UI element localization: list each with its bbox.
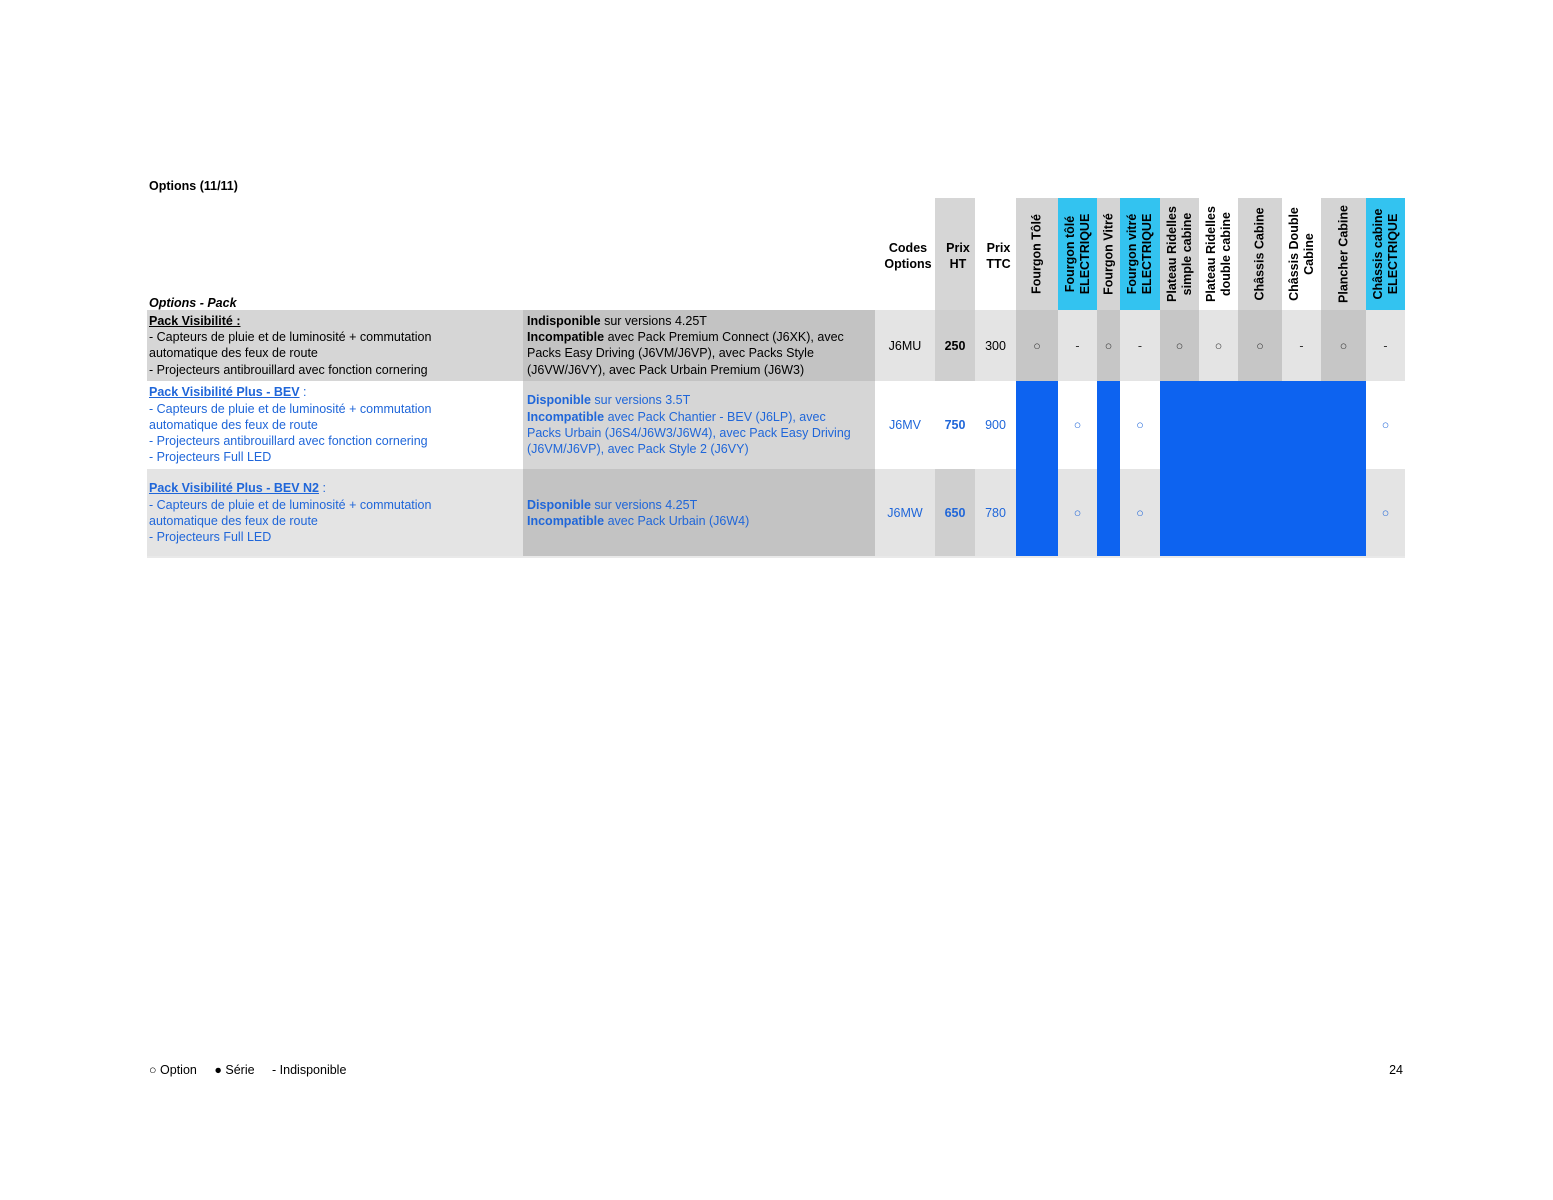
option-feature-line: automatique des feux de route [149, 513, 318, 528]
condition-text: (J6VM/J6VP), avec Pack Style 2 (J6VY) [527, 442, 749, 457]
condition-line [527, 345, 873, 361]
option-description [149, 384, 521, 465]
availability-cell: ○ [1160, 310, 1199, 381]
availability-cell: - [1366, 310, 1405, 381]
unavailable-block [1160, 381, 1366, 557]
availability-cell: ○ [1238, 310, 1282, 381]
availability-cell: - [1058, 310, 1097, 381]
availability-cell: ○ [1366, 469, 1405, 557]
section-label: Options - Pack [149, 296, 237, 310]
option-feature-line: - Projecteurs Full LED [149, 530, 272, 545]
legend-serie: ● Série [214, 1063, 255, 1077]
option-feature-line: - Capteurs de pluie et de luminosité + commutation [149, 497, 432, 512]
table-bottom-border [147, 556, 1405, 558]
option-feature-line: - Capteurs de pluie et de luminosité + commutation [149, 401, 432, 416]
option-description [149, 480, 521, 545]
availability-cell: ○ [1321, 310, 1366, 381]
vehicle-header-label: Plateau Ridelles double cabine [1203, 206, 1233, 302]
condition-line [527, 497, 873, 513]
option-feature-line: automatique des feux de route [149, 346, 318, 361]
option-feature-line: - Projecteurs antibrouillard avec fonction cornering [149, 434, 428, 449]
page-title: Options (11/11) [149, 179, 238, 193]
price-ht: 650 [944, 506, 966, 520]
vehicle-header [1282, 198, 1321, 310]
condition-line [527, 425, 873, 441]
option-feature-line: - Projecteurs antibrouillard avec fonction cornering [149, 362, 428, 377]
availability-cell: - [1120, 310, 1160, 381]
option-conditions [527, 313, 873, 378]
vehicle-header-label: Fourgon Vitré [1101, 213, 1115, 295]
condition-line [527, 513, 873, 529]
option-name-suffix: : [299, 385, 307, 400]
condition-keyword: Incompatible [527, 409, 605, 424]
availability-cell: ○ [1366, 381, 1405, 469]
price-ttc: 900 [985, 418, 1006, 432]
vehicle-header [1321, 198, 1366, 310]
condition-line [527, 329, 873, 345]
vehicle-header-label: Fourgon tôlé ELECTRIQUE [1062, 213, 1092, 295]
vehicle-header-label: Plancher Cabine [1336, 205, 1350, 303]
vehicle-header [1238, 198, 1282, 310]
option-feature-line: - Capteurs de pluie et de luminosité + commutation [149, 330, 432, 345]
condition-text: avec Pack Chantier - BEV (J6LP), avec [604, 409, 826, 424]
option-name: Pack Visibilité : [149, 313, 241, 328]
vehicle-header-label: Fourgon vitré ELECTRIQUE [1125, 213, 1154, 295]
option-conditions [527, 392, 873, 457]
availability-cell: ○ [1120, 381, 1160, 469]
condition-keyword: Incompatible [527, 330, 605, 345]
legend-indisponible: - Indisponible [272, 1063, 347, 1077]
condition-text: sur versions 4.25T [600, 313, 707, 328]
condition-line [527, 441, 873, 457]
option-name-line [149, 384, 521, 400]
unavailable-block [1016, 381, 1058, 557]
availability-cell: ○ [1199, 310, 1238, 381]
condition-keyword: Incompatible [527, 513, 605, 528]
vehicle-header-label: Châssis Cabine [1252, 207, 1267, 301]
option-code: J6MW [887, 506, 923, 520]
vehicle-header-label: Fourgon Tôlé [1029, 214, 1044, 294]
condition-text: (J6VW/J6VY), avec Pack Urbain Premium (J6W3) [527, 362, 805, 377]
option-code: J6MU [888, 338, 922, 353]
condition-line [527, 409, 873, 425]
condition-line [527, 313, 873, 329]
option-feature-line: automatique des feux de route [149, 417, 318, 432]
page-number: 24 [1389, 1063, 1403, 1077]
condition-text: Packs Easy Driving (J6VM/J6VP), avec Packs Style [527, 346, 814, 361]
vehicle-header [1160, 198, 1199, 310]
header-prix-ht: Prix HT [946, 241, 970, 271]
option-name-link[interactable]: Pack Visibilité Plus - BEV N2 [149, 481, 319, 496]
availability-cell: ○ [1016, 310, 1058, 381]
price-ttc: 300 [985, 338, 1006, 353]
condition-text: avec Pack Premium Connect (J6XK), avec [604, 330, 844, 345]
vehicle-header-label: Châssis Double Cabine [1286, 207, 1316, 301]
condition-keyword: Disponible [527, 393, 591, 408]
vehicle-header [1366, 198, 1405, 310]
condition-line [527, 392, 873, 408]
option-name-line [149, 480, 521, 496]
condition-text: sur versions 4.25T [590, 497, 698, 512]
option-name-link[interactable]: Pack Visibilité Plus - BEV [149, 385, 300, 400]
availability-cell: - [1282, 310, 1321, 381]
condition-line [527, 362, 873, 378]
condition-text: Packs Urbain (J6S4/J6W3/J6W4), avec Pack Easy Driving [527, 425, 851, 440]
condition-keyword: Disponible [527, 497, 591, 512]
price-ht: 250 [944, 338, 966, 353]
vehicle-header [1199, 198, 1238, 310]
condition-text: sur versions 3.5T [590, 393, 691, 408]
vehicle-header [1097, 198, 1120, 310]
legend-option: ○ Option [149, 1063, 197, 1077]
condition-keyword: Indisponible [527, 313, 601, 328]
availability-cell: ○ [1058, 381, 1097, 469]
vehicle-header [1120, 198, 1160, 310]
availability-cell: ○ [1097, 310, 1120, 381]
availability-cell: ○ [1120, 469, 1160, 557]
option-name-line [149, 313, 521, 329]
price-ttc: 780 [985, 506, 1006, 520]
price-ht: 750 [944, 418, 966, 432]
option-conditions [527, 497, 873, 530]
unavailable-block [1097, 381, 1120, 557]
header-prix-ttc: Prix TTC [986, 241, 1011, 271]
option-name-suffix: : [318, 481, 326, 496]
vehicle-header-label: Plateau Ridelles simple cabine [1164, 206, 1194, 302]
condition-text: avec Pack Urbain (J6W4) [604, 513, 750, 528]
header-codes: Codes Options [884, 241, 932, 271]
availability-cell: ○ [1058, 469, 1097, 557]
option-code: J6MV [889, 418, 921, 432]
option-description [149, 313, 521, 378]
vehicle-header [1058, 198, 1097, 310]
legend [149, 1063, 360, 1077]
vehicle-header [1016, 198, 1058, 310]
option-feature-line: - Projecteurs Full LED [149, 450, 272, 465]
vehicle-header-label: Châssis cabine ELECTRIQUE [1370, 208, 1400, 300]
